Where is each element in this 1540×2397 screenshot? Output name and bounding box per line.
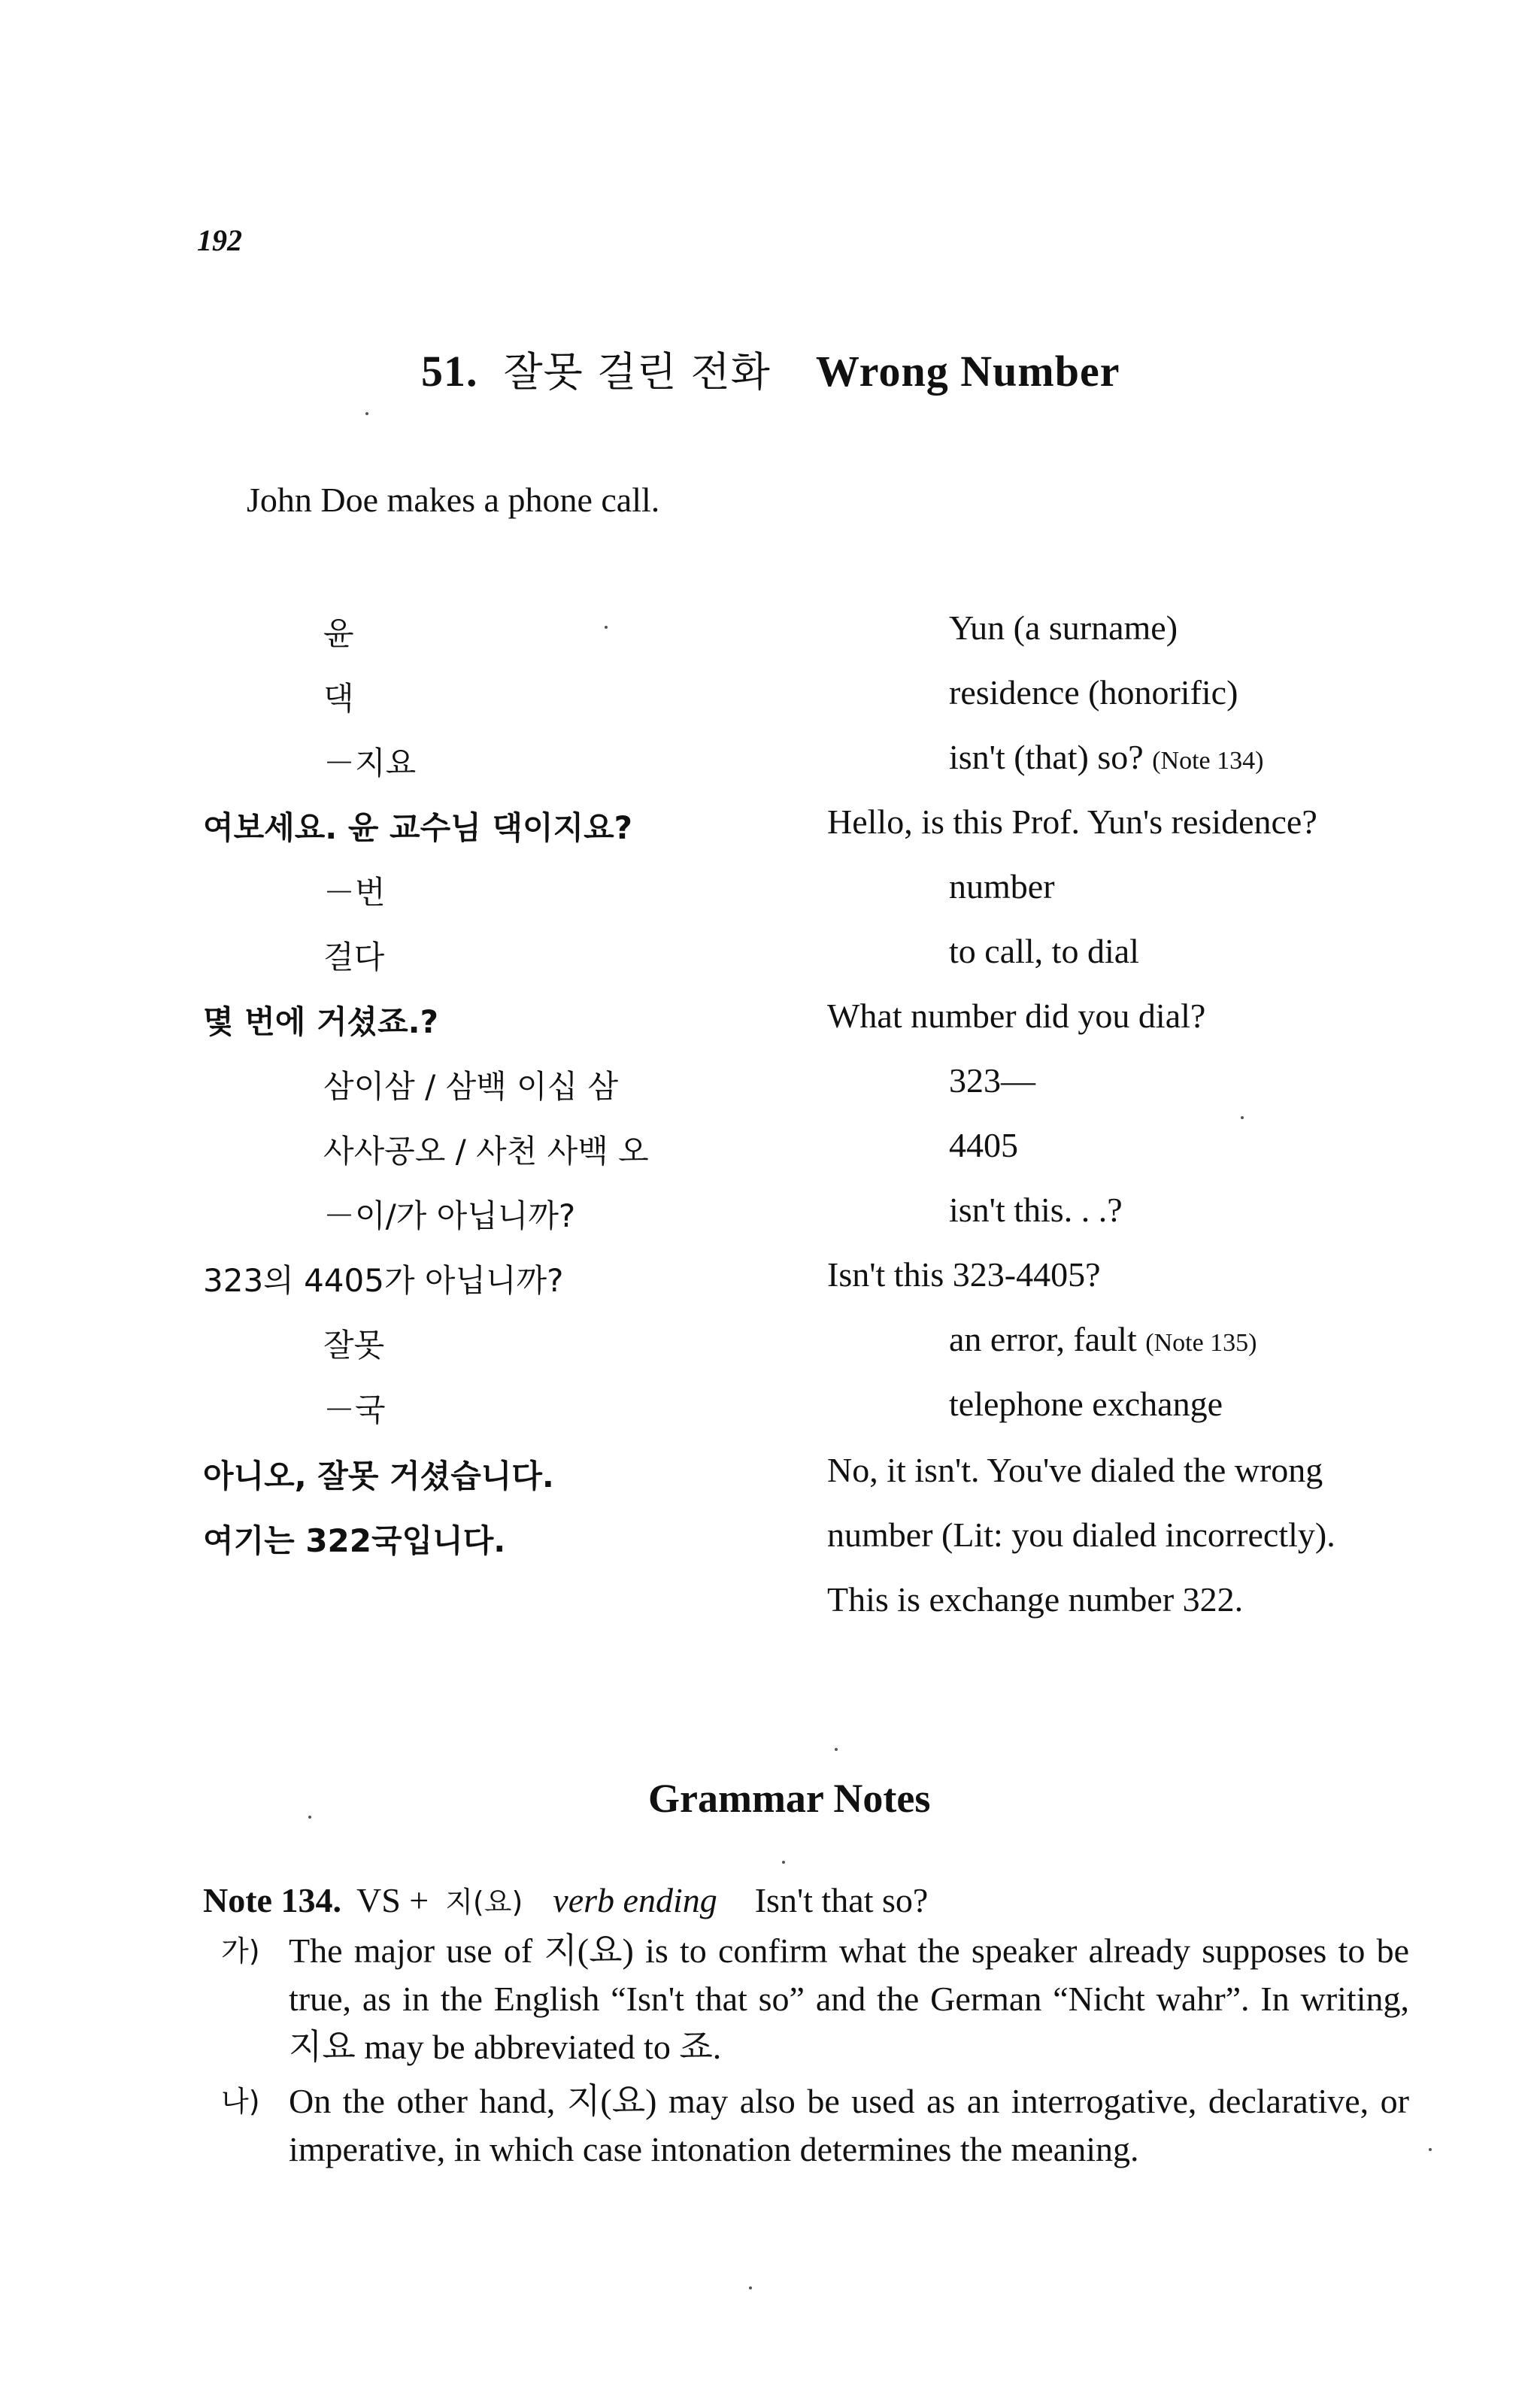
note-gloss: Isn't that so? bbox=[754, 1881, 929, 1919]
dialogue-ko: 잘못 bbox=[323, 1327, 385, 1364]
note-verb-ending: verb ending bbox=[553, 1881, 717, 1919]
dialogue-en-text: isn't (that) so? bbox=[949, 738, 1144, 776]
dialogue-en: number (Lit: you dialed incorrectly). bbox=[827, 1516, 1335, 1554]
note-reference: (Note 135) bbox=[1145, 1329, 1257, 1357]
note-vs: VS + bbox=[356, 1881, 429, 1919]
dialogue-ko: 걸다 bbox=[323, 939, 385, 975]
note-label: Note 134. bbox=[203, 1881, 341, 1919]
dialogue-en: residence (honorific) bbox=[949, 673, 1238, 712]
dialogue-ko: 삼이삼 / 삼백 이십 삼 bbox=[323, 1068, 619, 1105]
dialogue-en: isn't this. . .? bbox=[949, 1191, 1123, 1229]
scan-speck bbox=[605, 626, 608, 629]
lesson-number: 51. bbox=[421, 347, 478, 396]
dialogue-en: to call, to dial bbox=[949, 932, 1139, 970]
dialogue-ko: 윤 bbox=[323, 615, 354, 652]
dialogue-en: 4405 bbox=[949, 1126, 1018, 1164]
dialogue-ko: －이/가 아닙니까? bbox=[323, 1197, 576, 1234]
scan-speck bbox=[749, 2286, 752, 2289]
dialogue-ko: －국 bbox=[323, 1391, 386, 1428]
dialogue-en: number bbox=[949, 867, 1055, 906]
lesson-title-english: Wrong Number bbox=[815, 347, 1120, 396]
note-item-text: On the other hand, 지(요) may also be used as an interrogative, declarative, or imperative, in which case intonation determines the meaning. bbox=[289, 2082, 1409, 2168]
note-item-text: The major use of 지(요) is to confirm what the speaker already supposes to be true, as in the English “Isn't that so” and the German “Nicht wahr”. In writing, 지요 may be abbreviated to 죠. bbox=[289, 1931, 1409, 2066]
scan-speck bbox=[835, 1748, 838, 1751]
note-korean-form: 지(요) bbox=[445, 1886, 523, 1919]
dialogue-ko: 댁 bbox=[323, 680, 354, 717]
note-item-marker: 가) bbox=[221, 1934, 260, 1968]
note-134-heading bbox=[203, 1879, 928, 1920]
dialogue-en bbox=[949, 737, 1263, 777]
note-item-marker: 나) bbox=[221, 2085, 260, 2118]
grammar-notes-heading: Grammar Notes bbox=[648, 1776, 931, 1821]
dialogue-en: No, it isn't. You've dialed the wrong bbox=[827, 1451, 1323, 1489]
scan-speck bbox=[782, 1861, 785, 1864]
dialogue-ko: －번 bbox=[323, 874, 386, 911]
dialogue-en: 323— bbox=[949, 1061, 1035, 1100]
scan-speck bbox=[365, 412, 368, 415]
note-item bbox=[221, 1927, 1409, 2071]
dialogue-ko: 323의 4405가 아닙니까? bbox=[203, 1262, 564, 1299]
dialogue-en bbox=[949, 1319, 1257, 1359]
scan-speck bbox=[1241, 1116, 1244, 1119]
lesson-title bbox=[421, 340, 1120, 398]
dialogue-en-text: an error, fault bbox=[949, 1320, 1137, 1358]
dialogue-en: Yun (a surname) bbox=[949, 608, 1178, 647]
page-number: 192 bbox=[197, 223, 242, 257]
scan-speck bbox=[308, 1816, 311, 1819]
dialogue-en: What number did you dial? bbox=[827, 997, 1206, 1035]
note-item bbox=[221, 2077, 1409, 2174]
dialogue-ko: －지요 bbox=[323, 745, 417, 781]
intro-text: John Doe makes a phone call. bbox=[247, 481, 660, 519]
note-reference: (Note 134) bbox=[1152, 747, 1264, 775]
dialogue-ko: 여보세요. 윤 교수님 댁이지요? bbox=[203, 809, 633, 846]
dialogue-ko: 사사공오 / 사천 사백 오 bbox=[323, 1133, 649, 1170]
dialogue-ko: 아니오, 잘못 거셨습니다. bbox=[203, 1458, 554, 1494]
lesson-title-korean: 잘못 걸린 전화 bbox=[503, 348, 771, 396]
dialogue-en: This is exchange number 322. bbox=[827, 1580, 1244, 1619]
dialogue-en: telephone exchange bbox=[949, 1385, 1223, 1423]
dialogue-ko: 여기는 322국입니다. bbox=[203, 1522, 506, 1559]
dialogue-en: Isn't this 323-4405? bbox=[827, 1255, 1101, 1294]
dialogue-en: Hello, is this Prof. Yun's residence? bbox=[827, 803, 1317, 841]
scan-speck bbox=[1429, 2148, 1432, 2151]
dialogue-ko: 몇 번에 거셨죠.? bbox=[203, 1003, 438, 1040]
